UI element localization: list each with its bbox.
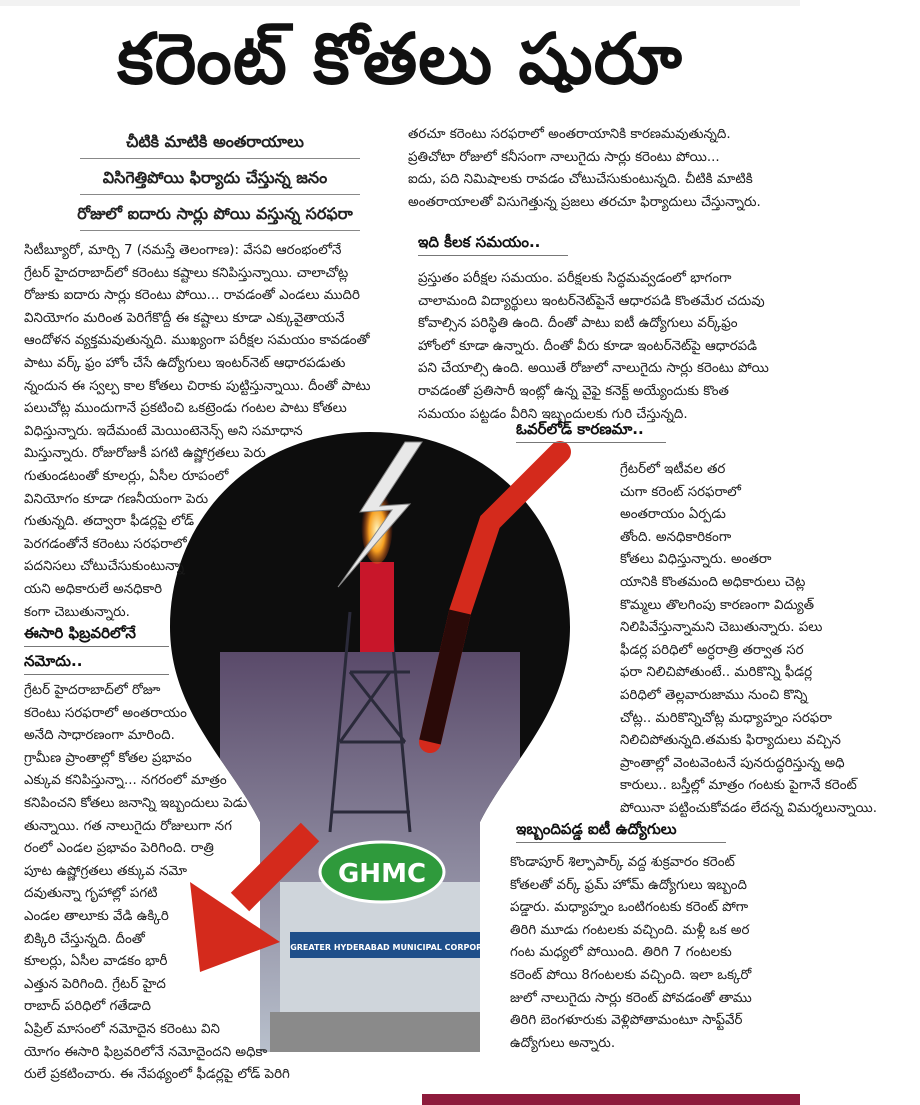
- headline: కరెంట్ కోతలు షురూ: [117, 18, 683, 100]
- text-line: పూట ఉష్ణోగ్రతలు తక్కువ నమో: [24, 863, 187, 879]
- text-line: పోయినా పట్టించుకోవడం లేదన్న విమర్శలున్నాయి.: [620, 801, 877, 816]
- text-line: తిరిగి మూడు గంటలకు వచ్చింది. మళ్లీ ఒక అర: [510, 922, 750, 938]
- text-line: పలుచోట్ల ముందుగానే ప్రకటించి ఒకట్రెండు గంటల పాటు కోతలు: [24, 401, 347, 417]
- text-line: హోంలో కూడా ఉన్నారు. దీంతో వీరు కూడా ఇంటర్‌నెట్‌పై ఆధారపడి: [418, 338, 758, 354]
- text-line: న్నందున ఈ స్వల్ప కాల కోతలు చిరాకు పుట్టిస్తున్నాయి. దీంతో పాటు: [24, 378, 371, 394]
- text-line: నిలిచిపోతున్నది.తమకు ఫిర్యాదులు వచ్చిన: [620, 733, 841, 749]
- text-line: పరిధిలో తెల్లవారుజాము నుంచి కొన్ని: [620, 688, 808, 703]
- text-line: కంగా చెబుతున్నారు.: [24, 604, 130, 620]
- text-line: ఉద్యోగులు అన్నారు.: [510, 1035, 616, 1051]
- text-line: పడ్డారు. మధ్యాహ్నం ఒంటిగంటకు కరెంట్ పోగా: [510, 900, 749, 916]
- text-line: అంతరాయం ఏర్పడు: [620, 507, 726, 523]
- text-line: యానికి కొంతమంది అధికారులు చెట్ల: [620, 575, 806, 590]
- text-line: ప్రతిచోటా రోజులో కనీసంగా నాలుగైదు సార్లు కరెంటు పోయి...: [408, 149, 720, 165]
- text-line: చుగా కరెంట్ సరఫరాలో: [620, 484, 741, 500]
- subhead-overload: ఓవర్‌లోడ్ కారణమా..: [516, 420, 644, 438]
- text-line: కోతలతో వర్క్ ఫ్రమ్ హోమ్ ఉద్యోగులు ఇబ్బంది: [510, 877, 747, 893]
- subhead-rule: [516, 842, 726, 843]
- building-sign: GREATER HYDERABAD MUNICIPAL CORPORATION: [290, 943, 510, 952]
- text-line: తరచూ కరెంటు సరఫరాలో అంతరాయానికి కారణమవుతున్నది.: [408, 127, 731, 142]
- text-line: కరెంటు సరఫరాలో అంతరాయం: [24, 705, 187, 721]
- text-line: యోగం ఈసారి ఫిబ్రవరిలోనే నమోదైందని అధికా: [24, 1044, 268, 1060]
- text-line: గుతుండటంతో కూలర్లు, ఏసీల రూపంలో: [24, 469, 229, 484]
- text-line: సమయం పట్టడం వీరిని ఇబ్బందులకు గురి చేస్తున్నది.: [418, 406, 688, 422]
- text-line: చాలామంది విద్యార్థులు ఇంటర్‌నెట్‌పైనే ఆధారపడి కొంతమేర చదువు: [418, 293, 765, 309]
- text-line: ఫరా నిలిచిపోతుంటే.. మరికొన్ని ఫీడర్ల: [620, 665, 813, 681]
- text-line: తోంది. అనధికారికంగా: [620, 529, 732, 545]
- text-line: యని అధికారులే అనధికారి: [24, 582, 163, 597]
- text-line: దవుతున్నా గృహాల్లో పగటి: [24, 886, 158, 902]
- text-line: మిస్తున్నారు. రోజురోజుకీ పగటి ఉష్ణోగ్రతలు పెరు: [24, 446, 266, 462]
- text-line: ఏప్రిల్ మాసంలో నమోదైన కరెంటు విని: [24, 1022, 220, 1037]
- text-line: వినియోగం కూడా గణనీయంగా పెరు: [24, 491, 209, 507]
- text-line: విధిస్తున్నారు. ఇదేమంటే మెయింటెనెన్స్ అని సమాధాన: [24, 423, 303, 439]
- text-line: కోవాల్సిన పరిస్థితి ఉంది. దీంతో పాటు ఐటీ ఉద్యోగులు వర్క్‌ఫ్రం: [418, 316, 738, 332]
- text-line: రాబాద్ పరిధిలో గతేడాది: [24, 999, 151, 1015]
- text-line: చోట్ల.. మరికొన్నిచోట్ల మధ్యాహ్నం సరఫరా: [620, 710, 832, 726]
- text-line: పని చేయాల్సి ఉంది. అయితే రోజులో నాలుగైదు సార్లు కరెంటు పోయి: [418, 361, 769, 377]
- text-line: గుతున్నది. తద్వారా ఫీడర్లపై లోడ్: [24, 514, 195, 530]
- text-line: తున్నాయి. గత నాలుగైదు రోజులుగా నగ: [24, 818, 232, 834]
- text-line: వినియోగం మరింత పెరిగేకొద్దీ ఈ కష్టాలు కూడా ఎక్కువైతాయనే: [24, 310, 345, 326]
- subhead-rule: [24, 674, 169, 675]
- ghmc-logo-text: GHMC: [337, 859, 427, 889]
- bottom-bar: [422, 1094, 800, 1105]
- subhead-rule: [418, 255, 568, 256]
- subhead-february-line1: ఈసారి ఫిబ్రవరిలోనే: [24, 624, 136, 642]
- subhead-rule: [516, 442, 666, 443]
- text-line: రులే ప్రకటించారు. ఈ నేపథ్యంలో ఫీడర్లపై లోడ్ పెరిగి: [24, 1067, 290, 1083]
- deck-rule: [80, 194, 360, 195]
- text-line: ఐదు, పది నిమిషాలకు రావడం చోటుచేసుకుంటున్నది. చీటికి మాటికి: [408, 172, 753, 188]
- subhead-it-employees: ఇబ్బందిపడ్డ ఐటీ ఉద్యోగులు: [516, 820, 677, 838]
- deck-line-2: విసిగెత్తిపోయి ఫిర్యాదు చేస్తున్న జనం: [102, 168, 328, 187]
- text-line: ఎండల తాలూకు వేడి ఉక్కిరి: [24, 909, 169, 924]
- text-line: రావడంతో ప్రతిసారీ ఇంట్లో ఉన్న వైఫై కనెక్ట్ అయ్యేందుకు కొంత: [418, 384, 729, 399]
- text-line: ఎత్తున పెరిగింది. గ్రేటర్ హైద: [24, 976, 166, 992]
- top-border: [0, 0, 800, 6]
- text-line: రోజుకు ఐదారు సార్లు కరెంటు పోయి... రావడంతో ఎండలు ముదిరి: [24, 288, 360, 304]
- text-line: ఆందోళన వ్యక్తమవుతున్నది. ముఖ్యంగా పరీక్షల సమయం కావడంతో: [24, 333, 370, 349]
- text-line: పాటు వర్క్ ఫ్రం హోం చేసే ఉద్యోగులు ఇంటర్‌నెట్ ఆధారపడుతు: [24, 356, 346, 371]
- candle: [360, 562, 394, 652]
- text-line: ప్రస్తుతం పరీక్షల సమయం. పరీక్షలకు సిద్ధమవ్వడంలో భాగంగా: [418, 271, 732, 286]
- text-line: నిలిపివేస్తున్నామని చెబుతున్నారు. పలు: [620, 620, 823, 636]
- text-line: జులో నాలుగైదు సార్లు కరెంట్ పోవడంతో తాము: [510, 990, 752, 1006]
- text-line: బిక్కిరి చేస్తున్నది. దీంతో: [24, 931, 145, 947]
- deck-line-1: చీటికి మాటికి అంతరాయాలు: [126, 132, 304, 151]
- subhead-february-line2: నమోదు..: [24, 652, 83, 670]
- text-line: కోతలు విధిస్తున్నారు. అంతరా: [620, 552, 772, 568]
- subhead-rule: [24, 646, 169, 647]
- text-line: ప్రాంతాల్లో వెంటవెంటనే పునరుద్ధరిస్తున్న అధి: [620, 755, 845, 771]
- text-line: అంతరాయాలతో విసుగెత్తున్న ప్రజలు తరచూ ఫిర్యాదులు చేస్తున్నారు.: [408, 194, 761, 210]
- text-line: గ్రామీణ ప్రాంతాల్లో కోతల ప్రభావం: [24, 750, 192, 766]
- text-line: తిరిగి బెంగళూరుకు వెళ్లిపోతామంటూ సాఫ్ట్‌వేర్: [510, 1013, 743, 1029]
- text-line: ఫీడర్ల పరిధిలో అర్ధరాత్రి తర్వాత సర: [620, 642, 804, 658]
- text-line: గ్రేటర్ హైదరాబాద్‌లో కరెంటు కష్టాలు కనిపిస్తున్నాయి. చాలాచోట్ల: [24, 265, 349, 281]
- text-line: కూలర్లు, ఏసీల వాడకం భారీ: [24, 954, 168, 970]
- text-line: ఎక్కువ కనిపిస్తున్నా... నగరంలో మాత్రం: [24, 773, 227, 789]
- text-line: పదనిసలు చోటుచేసుకుంటున్నా: [24, 559, 184, 575]
- text-line: పెరగడంతోనే కరెంటు సరఫరాలో: [24, 536, 187, 552]
- text-line: కనిపించని కోతలు జనాన్ని ఇబ్బందులు పెడు: [24, 796, 248, 811]
- text-line: కొమ్మలు తొలగింపు కారణంగా విద్యుత్: [620, 597, 815, 613]
- text-line: కారులు.. బస్తీల్లో మాత్రం గంటకు పైగానే కరెంట్: [620, 778, 857, 794]
- text-line: గంట మధ్యలో పోయింది. తిరిగి 7 గంటలకు: [510, 945, 732, 961]
- text-line: గ్రేటర్ హైదరాబాద్‌లో రోజూ: [24, 683, 161, 698]
- text-line: సిటీబ్యూరో, మార్చి 7 (నమస్తే తెలంగాణ): వేసవి ఆరంభంలోనే: [24, 243, 342, 258]
- text-line: రంలో ఎండల ప్రభావం పెరిగింది. రాత్రి: [24, 841, 214, 857]
- deck-rule: [80, 158, 360, 159]
- text-line: కొండాపూర్ శిల్పాపార్క్ వద్ద శుక్రవారం కరెంట్: [510, 855, 735, 870]
- deck-rule: [80, 230, 360, 231]
- text-line: కరెంట్ పోయి 8గంటలకు వచ్చింది. ఇలా ఒక్కరో: [510, 968, 752, 983]
- deck-line-3: రోజులో ఐదారు సార్లు పోయి వస్తున్న సరఫరా: [77, 204, 353, 223]
- text-line: గ్రేటర్‌లో ఇటీవల తర: [620, 462, 726, 477]
- text-line: అనేది సాధారణంగా మారింది.: [24, 728, 175, 744]
- subhead-key-time: ఇది కీలక సమయం..: [418, 233, 541, 251]
